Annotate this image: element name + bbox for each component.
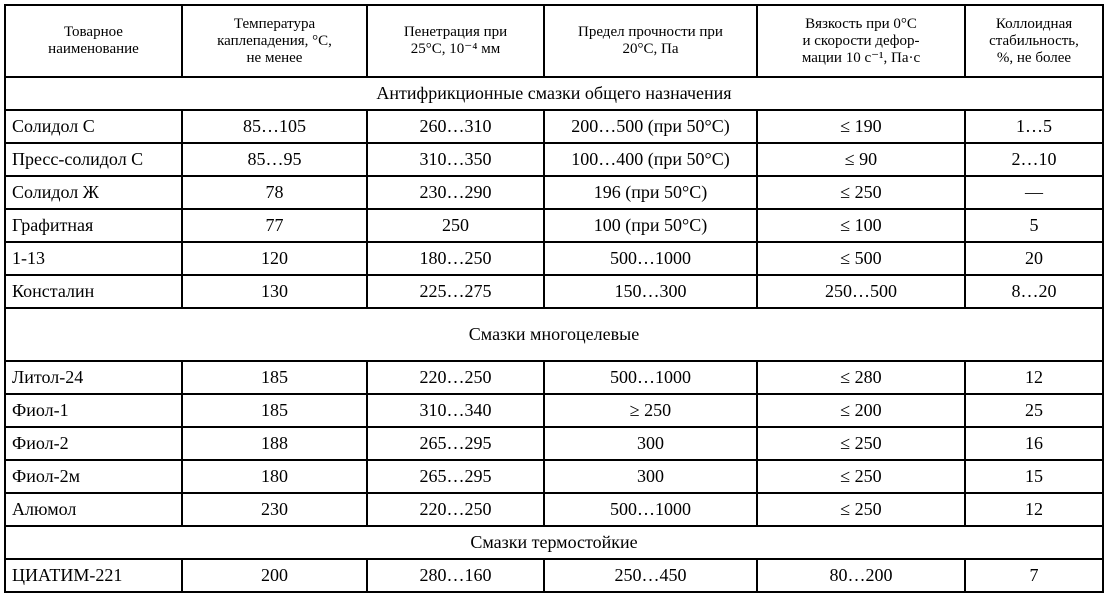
strength-value: 196 (при 50°С) (544, 176, 757, 209)
stability-value: 12 (965, 493, 1103, 526)
penetration-value: 225…275 (367, 275, 544, 308)
section-row (5, 308, 1103, 361)
header-penetration-line: 25°С, 10⁻⁴ мм (410, 41, 501, 57)
header-strength-line: 20°С, Па (622, 41, 679, 57)
stability-value: 2…10 (965, 143, 1103, 176)
product-name: Графитная (5, 209, 182, 242)
table-row (5, 394, 1103, 427)
table-body (5, 5, 1103, 592)
header-name-line: Товарное (64, 24, 123, 40)
table-row (5, 361, 1103, 394)
table-row (5, 275, 1103, 308)
drop-point-value: 180 (182, 460, 367, 493)
drop-point-value: 185 (182, 394, 367, 427)
product-name: Фиол-1 (5, 394, 182, 427)
header-stability (965, 5, 1103, 77)
table-row (5, 176, 1103, 209)
strength-value: 300 (544, 427, 757, 460)
grease-properties-table (4, 4, 1104, 593)
stability-value: 8…20 (965, 275, 1103, 308)
drop-point-value: 230 (182, 493, 367, 526)
header-stability-line: %, не более (996, 49, 1072, 66)
strength-value: 100 (при 50°С) (544, 209, 757, 242)
table-row (5, 143, 1103, 176)
strength-value: ≥ 250 (544, 394, 757, 427)
penetration-value: 265…295 (367, 460, 544, 493)
drop-point-value: 200 (182, 559, 367, 592)
section-title: Антифрикционные смазки общего назначения (5, 77, 1103, 110)
stability-value: 20 (965, 242, 1103, 275)
table-row (5, 460, 1103, 493)
section-row (5, 526, 1103, 559)
penetration-value: 230…290 (367, 176, 544, 209)
header-viscosity-line: и скорости дефор- (802, 32, 920, 49)
table-row (5, 110, 1103, 143)
product-name: Фиол-2 (5, 427, 182, 460)
header-stability-line: стабильность, (989, 32, 1079, 49)
strength-value: 250…450 (544, 559, 757, 592)
section-row (5, 77, 1103, 110)
header-penetration (367, 5, 544, 77)
drop-point-value: 77 (182, 209, 367, 242)
header-name (5, 5, 182, 77)
viscosity-value: ≤ 250 (757, 176, 965, 209)
header-row (5, 5, 1103, 77)
strength-value: 500…1000 (544, 361, 757, 394)
header-drop-point (182, 5, 367, 77)
penetration-value: 180…250 (367, 242, 544, 275)
strength-value: 300 (544, 460, 757, 493)
header-viscosity-line: Вязкость при 0°С (805, 15, 917, 32)
penetration-value: 280…160 (367, 559, 544, 592)
drop-point-value: 130 (182, 275, 367, 308)
product-name: Солидол С (5, 110, 182, 143)
drop-point-value: 78 (182, 176, 367, 209)
viscosity-value: 80…200 (757, 559, 965, 592)
stability-value: 15 (965, 460, 1103, 493)
strength-value: 150…300 (544, 275, 757, 308)
strength-value: 500…1000 (544, 493, 757, 526)
table-row (5, 242, 1103, 275)
stability-value: 7 (965, 559, 1103, 592)
penetration-value: 265…295 (367, 427, 544, 460)
stability-value: 5 (965, 209, 1103, 242)
strength-value: 200…500 (при 50°С) (544, 110, 757, 143)
viscosity-value: ≤ 500 (757, 242, 965, 275)
drop-point-value: 85…95 (182, 143, 367, 176)
section-title: Смазки многоцелевые (5, 308, 1103, 361)
penetration-value: 220…250 (367, 493, 544, 526)
section-title: Смазки термостойкие (5, 526, 1103, 559)
table-row (5, 209, 1103, 242)
viscosity-value: ≤ 200 (757, 394, 965, 427)
drop-point-value: 85…105 (182, 110, 367, 143)
viscosity-value: ≤ 190 (757, 110, 965, 143)
product-name: Солидол Ж (5, 176, 182, 209)
header-drop-point-line: каплепадения, °С, (217, 32, 332, 49)
viscosity-value: 250…500 (757, 275, 965, 308)
stability-value: 16 (965, 427, 1103, 460)
viscosity-value: ≤ 250 (757, 460, 965, 493)
drop-point-value: 185 (182, 361, 367, 394)
table-row (5, 427, 1103, 460)
product-name: Алюмол (5, 493, 182, 526)
product-name: 1-13 (5, 242, 182, 275)
header-drop-point-line: Температура (233, 15, 316, 32)
product-name: Литол-24 (5, 361, 182, 394)
stability-value: — (965, 176, 1103, 209)
viscosity-value: ≤ 90 (757, 143, 965, 176)
stability-value: 25 (965, 394, 1103, 427)
header-viscosity (757, 5, 965, 77)
viscosity-value: ≤ 250 (757, 427, 965, 460)
penetration-value: 250 (367, 209, 544, 242)
header-strength-line: Предел прочности при (578, 24, 723, 40)
product-name: ЦИАТИМ-221 (5, 559, 182, 592)
penetration-value: 260…310 (367, 110, 544, 143)
penetration-value: 310…340 (367, 394, 544, 427)
header-penetration-line: Пенетрация при (403, 24, 508, 40)
stability-value: 1…5 (965, 110, 1103, 143)
penetration-value: 310…350 (367, 143, 544, 176)
product-name: Консталин (5, 275, 182, 308)
header-stability-line: Коллоидная (995, 15, 1073, 32)
penetration-value: 220…250 (367, 361, 544, 394)
header-name-line: наименование (48, 41, 139, 57)
viscosity-value: ≤ 280 (757, 361, 965, 394)
strength-value: 100…400 (при 50°С) (544, 143, 757, 176)
stability-value: 12 (965, 361, 1103, 394)
product-name: Пресс-солидол С (5, 143, 182, 176)
drop-point-value: 120 (182, 242, 367, 275)
table-row (5, 559, 1103, 592)
header-viscosity-line: мации 10 с⁻¹, Па·с (801, 49, 921, 66)
table-row (5, 493, 1103, 526)
header-drop-point-line: не менее (246, 49, 303, 66)
viscosity-value: ≤ 100 (757, 209, 965, 242)
header-strength (544, 5, 757, 77)
drop-point-value: 188 (182, 427, 367, 460)
strength-value: 500…1000 (544, 242, 757, 275)
product-name: Фиол-2м (5, 460, 182, 493)
viscosity-value: ≤ 250 (757, 493, 965, 526)
